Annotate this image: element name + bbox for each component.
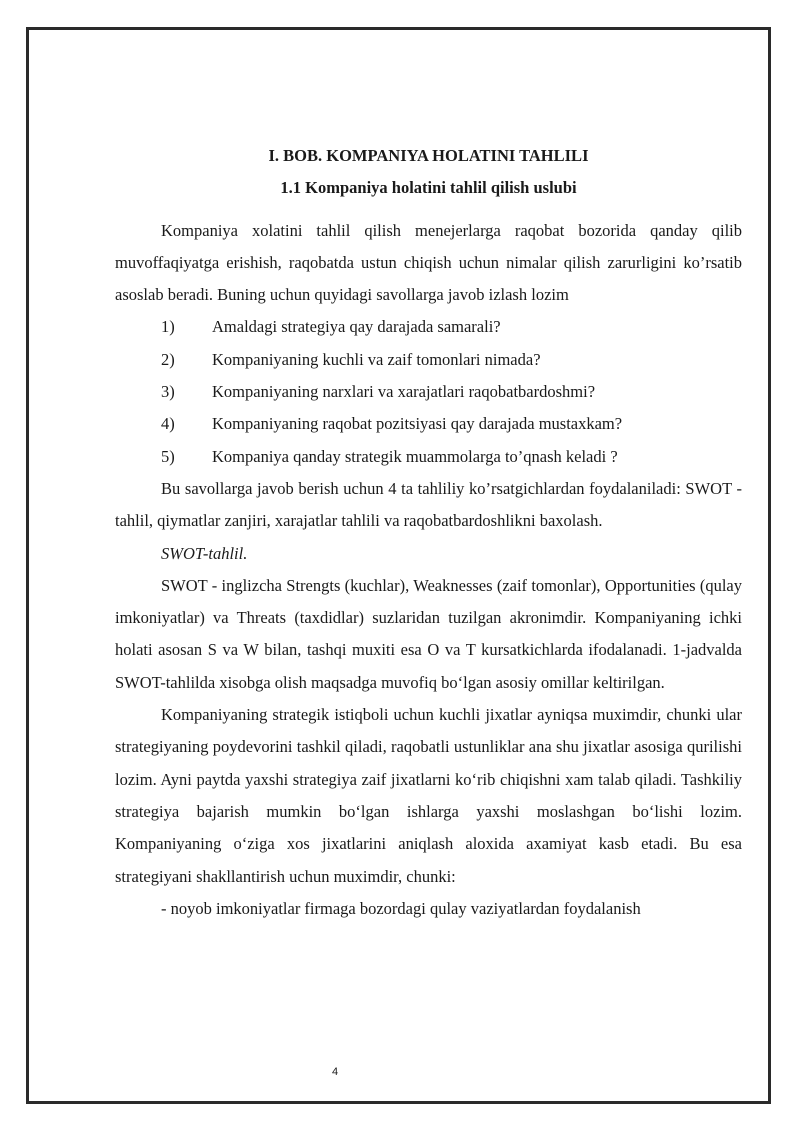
- list-item-text: Amaldagi strategiya qay darajada samarali?: [212, 317, 501, 337]
- list-item: [161, 441, 742, 473]
- list-item-number: 4): [161, 414, 175, 434]
- intro-paragraph: Kompaniya xolatini tahlil qilish menejerlarga raqobat bozorida qanday qilib muvoffaqiyatga erishish, raqobatda ustun chiqish uchun nimalar qilish zarurligini ko’rsatib asoslab beradi. Buning uchun quyidagi savollarga javob izlash lozim: [115, 220, 742, 305]
- list-item-text: Kompaniyaning kuchli va zaif tomonlari nimada?: [212, 349, 541, 369]
- list-item: [161, 344, 742, 376]
- list-item: [161, 376, 742, 408]
- list-item-number: 1): [161, 317, 175, 337]
- list-item: [161, 408, 742, 440]
- list-item: [161, 311, 742, 343]
- list-item-text: Kompaniyaning narxlari va xarajatlari raqobatbardoshmi?: [212, 382, 596, 402]
- list-item-text: Kompaniya qanday strategik muammolarga to’qnash keladi ?: [212, 446, 618, 466]
- strengths-paragraph: Kompaniyaning strategik istiqboli uchun kuchli jixatlar ayniqsa muximdir, chunki ular strategiyaning poydevorini tashkil qiladi, raqobatli ustunliklar ana shu jixatlar asosiga qurilishi lozim. Ayni paytda yaxshi strategiya zaif jixatlarni ko‘rib chiqishni xam talab qiladi. Tashkiliy strategiya bajarish mumkin bo‘lgan ishlarga yaxshi moslashgan bo‘lishi lozim. Kompaniyaning o‘ziga xos jixatlarini aniqlash aloxida axamiyat kasb etadi. Bu esa strategiyani shakllantirish uchun muximdir, chunki:: [115, 705, 742, 886]
- chapter-heading: I. BOB. KOMPANIYA HOLATINI TAHLILI: [268, 146, 589, 165]
- section-heading: 1.1 Kompaniya holatini tahlil qilish uslubi: [280, 178, 577, 198]
- list-item-text: Kompaniyaning raqobat pozitsiyasi qay darajada mustaxkam?: [212, 414, 623, 434]
- bullet-paragraph: - noyob imkoniyatlar firmaga bozordagi qulay vaziyatlardan foydalanish: [161, 898, 641, 918]
- page-number: 4: [332, 1066, 339, 1078]
- swot-definition-paragraph: SWOT - inglizcha Strengts (kuchlar), Weaknesses (zaif tomonlar), Opportunities (qulay imkoniyatlar) va Threats (taxdidlar) suzlaridan tuzilgan akronimdir. Kompaniyaning ichki holati asosan S va W bilan, tashqi muxiti esa O va T kursatkichlarda ifodalanadi. 1-jadvalda SWOT-tahlilda xisobga olish maqsadga muvofiq bo‘lgan asosiy omillar keltirilgan.: [115, 575, 742, 692]
- analysis-tools-paragraph: Bu savollarga javob berish uchun 4 ta tahliliy ko’rsatgichlardan foydalaniladi: SWOT - tahlil, qiymatlar zanjiri, xarajatlar tahlili va raqobatbardoshlikni baxolash.: [115, 478, 742, 531]
- list-item-number: 5): [161, 446, 175, 466]
- document-body: [115, 140, 742, 925]
- swot-subheading: SWOT-tahlil.: [161, 543, 248, 563]
- list-item-number: 3): [161, 382, 175, 402]
- list-item-number: 2): [161, 349, 175, 369]
